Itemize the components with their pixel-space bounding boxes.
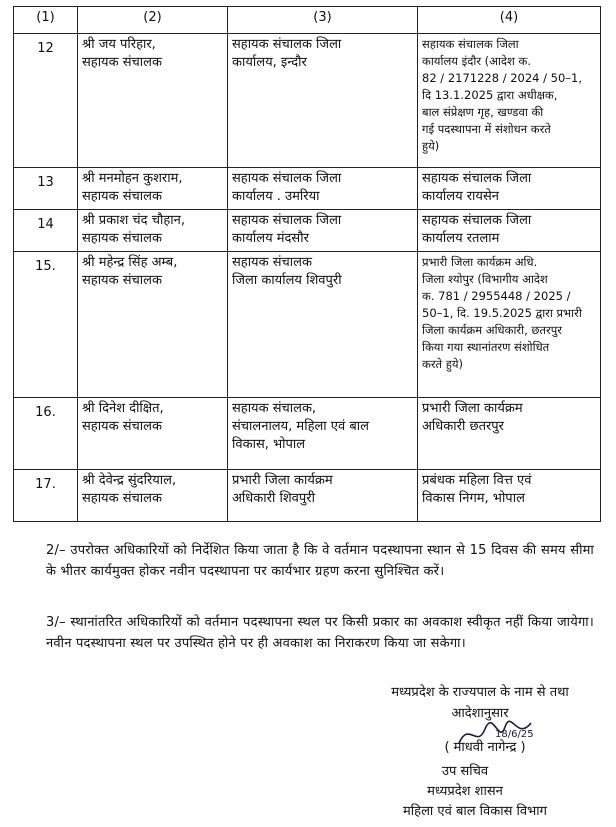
- column-header: (2): [78, 7, 228, 34]
- serial-number: 12: [14, 34, 78, 168]
- current-posting: सहायक संचालक जिला कार्यालय शिवपुरी: [228, 252, 418, 398]
- serial-number: 17.: [14, 470, 78, 522]
- new-posting: प्रबंधक महिला वित्त एवं विकास निगम, भोपाल: [418, 470, 601, 522]
- column-header: (4): [418, 7, 601, 34]
- officer-name: श्री महेन्द्र सिंह अम्ब, सहायक संचालक: [78, 252, 228, 398]
- column-header: (1): [14, 7, 78, 34]
- new-posting: सहायक संचालक जिला कार्यालय इंदौर (आदेश क. 82 / 2171228 / 2024 / 50–1, दि 13.1.2025 द्वारा अधीक्षक, बाल संप्रेक्षण गृह, खण्डवा की गई पदस्थापना में संशोधन करते हुये): [418, 34, 601, 168]
- serial-number: 14: [14, 210, 78, 252]
- signatory-government: मध्यप्रदेश शासन: [427, 784, 503, 799]
- signatory-designation: उप सचिव: [441, 764, 489, 779]
- serial-number: 16.: [14, 398, 78, 470]
- serial-number: 15.: [14, 252, 78, 398]
- officer-name: श्री जय परिहार, सहायक संचालक: [78, 34, 228, 168]
- table-header-row: [14, 7, 601, 34]
- table-row: [14, 210, 601, 252]
- signatory-department: महिला एवं बाल विकास विभाग: [403, 804, 547, 819]
- authority-line: मध्यप्रदेश के राज्यपाल के नाम से तथा: [391, 685, 569, 700]
- table-row: [14, 398, 601, 470]
- table-row: [14, 470, 601, 522]
- officer-name: श्री दिनेश दीक्षित, सहायक संचालक: [78, 398, 228, 470]
- instruction-paragraph-2: 2/– उपरोक्त अधिकारियों को निर्देशित किया जाता है कि वे वर्तमान पदस्थापना स्थान से 15 दिवस की समय सीमा के भीतर कार्यमुक्त होकर नवीन पदस्थापना पर कार्यभार ग्रहण करना सुनिश्चित करें।: [46, 543, 594, 579]
- signatory-name: ( माधवी नागेन्द्र ): [444, 740, 526, 755]
- serial-number: 13: [14, 168, 78, 210]
- new-posting: प्रभारी जिला कार्यक्रम अधिकारी छतरपुर: [418, 398, 601, 470]
- current-posting: सहायक संचालक जिला कार्यालय मंदसौर: [228, 210, 418, 252]
- officer-name: श्री प्रकाश चंद चौहान, सहायक संचालक: [78, 210, 228, 252]
- new-posting: सहायक संचालक जिला कार्यालय रायसेन: [418, 168, 601, 210]
- instruction-paragraph-3: 3/– स्थानांतरित अधिकारियों को वर्तमान पदस्थापना स्थल पर किसी प्रकार का अवकाश स्वीकृत नहीं किया जायेगा। नवीन पदस्थापना स्थल पर उपस्थित होने पर ही अवकाश का निराकरण किया जा सकेगा।: [46, 615, 594, 651]
- current-posting: सहायक संचालक, संचालनालय, महिला एवं बाल विकास, भोपाल: [228, 398, 418, 470]
- table-row: [14, 168, 601, 210]
- table-row: [14, 34, 601, 168]
- table-row: [14, 252, 601, 398]
- column-header: (3): [228, 7, 418, 34]
- signature-date: 18/6/25: [495, 729, 534, 740]
- transfer-table: [13, 6, 601, 522]
- current-posting: प्रभारी जिला कार्यक्रम अधिकारी शिवपुरी: [228, 470, 418, 522]
- new-posting: सहायक संचालक जिला कार्यालय रतलाम: [418, 210, 601, 252]
- current-posting: सहायक संचालक जिला कार्यालय . उमरिया: [228, 168, 418, 210]
- current-posting: सहायक संचालक जिला कार्यालय, इन्दौर: [228, 34, 418, 168]
- officer-name: श्री देवेन्द्र सुंदरियाल, सहायक संचालक: [78, 470, 228, 522]
- authority-line-2: आदेशानुसार: [451, 706, 509, 721]
- new-posting: प्रभारी जिला कार्यक्रम अधि. जिला श्योपुर (विभागीय आदेश क. 781 / 2955448 / 2025 / 50–1, दि. 19.5.2025 द्वारा प्रभारी जिला कार्यक्रम अधिकारी, छतरपुर किया गया स्थानांतरण संशोधित करते हुये): [418, 252, 601, 398]
- officer-name: श्री मनमोहन कुशराम, सहायक संचालक: [78, 168, 228, 210]
